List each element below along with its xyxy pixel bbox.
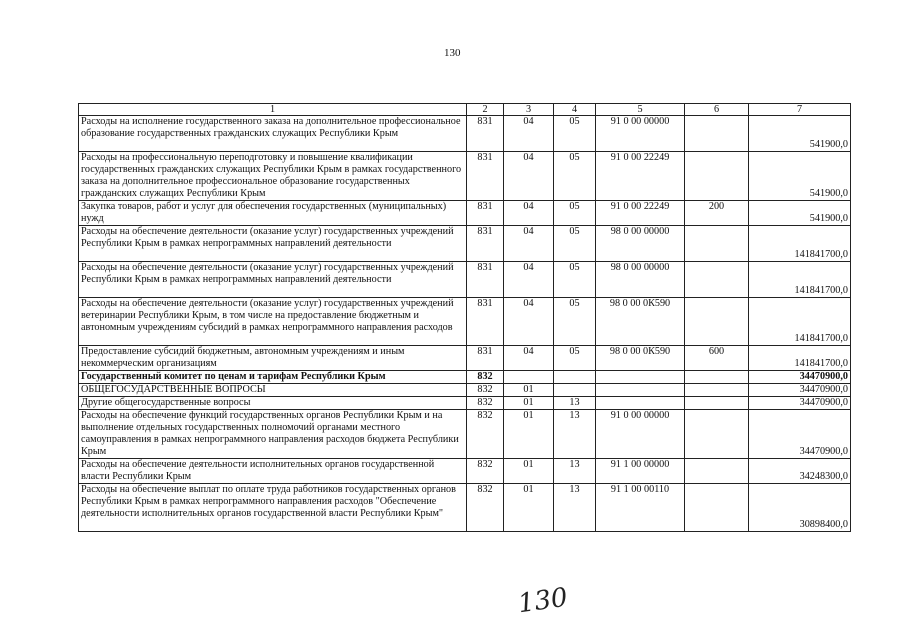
row-subsection-code: 05 [554,226,596,262]
row-description: Государственный комитет по ценам и тарифам Республики Крым [79,371,467,384]
table-row [79,397,851,410]
row-amount: 34470900,0 [749,371,851,384]
column-header: 1 [79,104,467,116]
row-subsection-code [554,371,596,384]
row-section-code: 01 [504,410,554,459]
row-subsection-code [554,384,596,397]
row-subsection-code: 05 [554,262,596,298]
row-admin-code: 831 [467,116,504,152]
row-target-code: 91 1 00 00000 [596,459,685,484]
row-description: Расходы на профессиональную переподготовку и повышение квалификации государственных гражданских служащих Республики Крым в рамках государственного заказа на дополнительное профессиональное образование государственных гражданских служащих Республики Крым [79,152,467,201]
table-row [79,116,851,152]
column-header: 6 [685,104,749,116]
row-expense-type: 600 [685,346,749,371]
row-section-code: 04 [504,298,554,346]
row-subsection-code: 05 [554,346,596,371]
row-target-code: 98 0 00 0К590 [596,346,685,371]
row-admin-code: 832 [467,410,504,459]
column-header: 7 [749,104,851,116]
table-row [79,226,851,262]
row-expense-type [685,262,749,298]
table-row [79,201,851,226]
row-amount: 34248300,0 [749,459,851,484]
row-amount: 34470900,0 [749,410,851,459]
row-admin-code: 832 [467,484,504,532]
row-expense-type [685,152,749,201]
row-section-code: 04 [504,262,554,298]
row-target-code [596,397,685,410]
row-subsection-code: 05 [554,152,596,201]
row-section-code: 04 [504,346,554,371]
column-header: 5 [596,104,685,116]
row-description: Расходы на обеспечение деятельности (оказание услуг) государственных учреждений Республики Крым в рамках непрограммных направлений деятельности [79,226,467,262]
table-row [79,262,851,298]
row-admin-code: 831 [467,201,504,226]
row-admin-code: 832 [467,459,504,484]
page-number: 130 [444,47,461,59]
row-subsection-code: 05 [554,298,596,346]
table-row [79,346,851,371]
row-target-code: 91 0 00 00000 [596,410,685,459]
row-amount: 541900,0 [749,152,851,201]
row-amount: 34470900,0 [749,397,851,410]
row-target-code [596,384,685,397]
row-amount: 30898400,0 [749,484,851,532]
row-target-code: 98 0 00 00000 [596,226,685,262]
row-description: Расходы на обеспечение деятельности (оказание услуг) государственных учреждений ветеринарии Республики Крым, в том числе на предоставление бюджетным и автономным учреждениям субсидий в рамках непрограммного направления расходов [79,298,467,346]
row-admin-code: 832 [467,384,504,397]
row-amount: 541900,0 [749,201,851,226]
row-description: Расходы на обеспечение выплат по оплате труда работников государственных органов Республики Крым в рамках непрограммного направления расходов "Обеспечение деятельности исполнительных органов государственной власти Республики Крым" [79,484,467,532]
row-subsection-code: 05 [554,201,596,226]
row-admin-code: 831 [467,152,504,201]
row-description: Расходы на исполнение государственного заказа на дополнительное профессиональное образование государственных гражданских служащих Республики Крым [79,116,467,152]
row-description: ОБЩЕГОСУДАРСТВЕННЫЕ ВОПРОСЫ [79,384,467,397]
row-expense-type [685,484,749,532]
row-description: Закупка товаров, работ и услуг для обеспечения государственных (муниципальных) нужд [79,201,467,226]
table-row [79,484,851,532]
row-subsection-code: 13 [554,484,596,532]
row-expense-type [685,116,749,152]
row-description: Расходы на обеспечение функций государственных органов Республики Крым и на выполнение отдельных государственных полномочий органами местного самоуправления в рамках непрограммного направления расходов бюджета Республики Крым [79,410,467,459]
column-header: 4 [554,104,596,116]
row-amount: 34470900,0 [749,384,851,397]
row-section-code: 04 [504,201,554,226]
table-row [79,459,851,484]
row-target-code: 91 1 00 00110 [596,484,685,532]
row-target-code [596,371,685,384]
row-section-code: 01 [504,397,554,410]
row-target-code: 98 0 00 0К590 [596,298,685,346]
row-description: Расходы на обеспечение деятельности исполнительных органов государственной власти Республики Крым [79,459,467,484]
row-expense-type: 200 [685,201,749,226]
budget-table [78,103,851,532]
row-amount: 141841700,0 [749,298,851,346]
table-header-row [79,104,851,116]
row-section-code [504,371,554,384]
row-section-code: 04 [504,116,554,152]
row-expense-type [685,384,749,397]
row-subsection-code: 05 [554,116,596,152]
row-admin-code: 831 [467,226,504,262]
row-expense-type [685,397,749,410]
row-amount: 141841700,0 [749,346,851,371]
row-section-code: 01 [504,484,554,532]
row-amount: 141841700,0 [749,262,851,298]
row-description: Предоставление субсидий бюджетным, автономным учреждениям и иным некоммерческим организациям [79,346,467,371]
row-target-code: 91 0 00 22249 [596,201,685,226]
row-target-code: 98 0 00 00000 [596,262,685,298]
row-expense-type [685,410,749,459]
column-header: 2 [467,104,504,116]
row-expense-type [685,459,749,484]
table-row [79,371,851,384]
table-row [79,410,851,459]
row-section-code: 01 [504,384,554,397]
handwritten-page-mark: 130 [516,582,570,620]
row-admin-code: 832 [467,397,504,410]
row-target-code: 91 0 00 00000 [596,116,685,152]
row-admin-code: 831 [467,262,504,298]
row-description: Расходы на обеспечение деятельности (оказание услуг) государственных учреждений Республики Крым в рамках непрограммных направлений деятельности [79,262,467,298]
row-target-code: 91 0 00 22249 [596,152,685,201]
row-description: Другие общегосударственные вопросы [79,397,467,410]
row-expense-type [685,226,749,262]
row-section-code: 01 [504,459,554,484]
row-section-code: 04 [504,226,554,262]
table-row [79,298,851,346]
row-subsection-code: 13 [554,397,596,410]
row-admin-code: 831 [467,298,504,346]
column-header: 3 [504,104,554,116]
row-subsection-code: 13 [554,410,596,459]
row-section-code: 04 [504,152,554,201]
row-admin-code: 831 [467,346,504,371]
table-row [79,152,851,201]
row-expense-type [685,371,749,384]
row-amount: 541900,0 [749,116,851,152]
row-admin-code: 832 [467,371,504,384]
row-expense-type [685,298,749,346]
row-subsection-code: 13 [554,459,596,484]
table-row [79,384,851,397]
row-amount: 141841700,0 [749,226,851,262]
